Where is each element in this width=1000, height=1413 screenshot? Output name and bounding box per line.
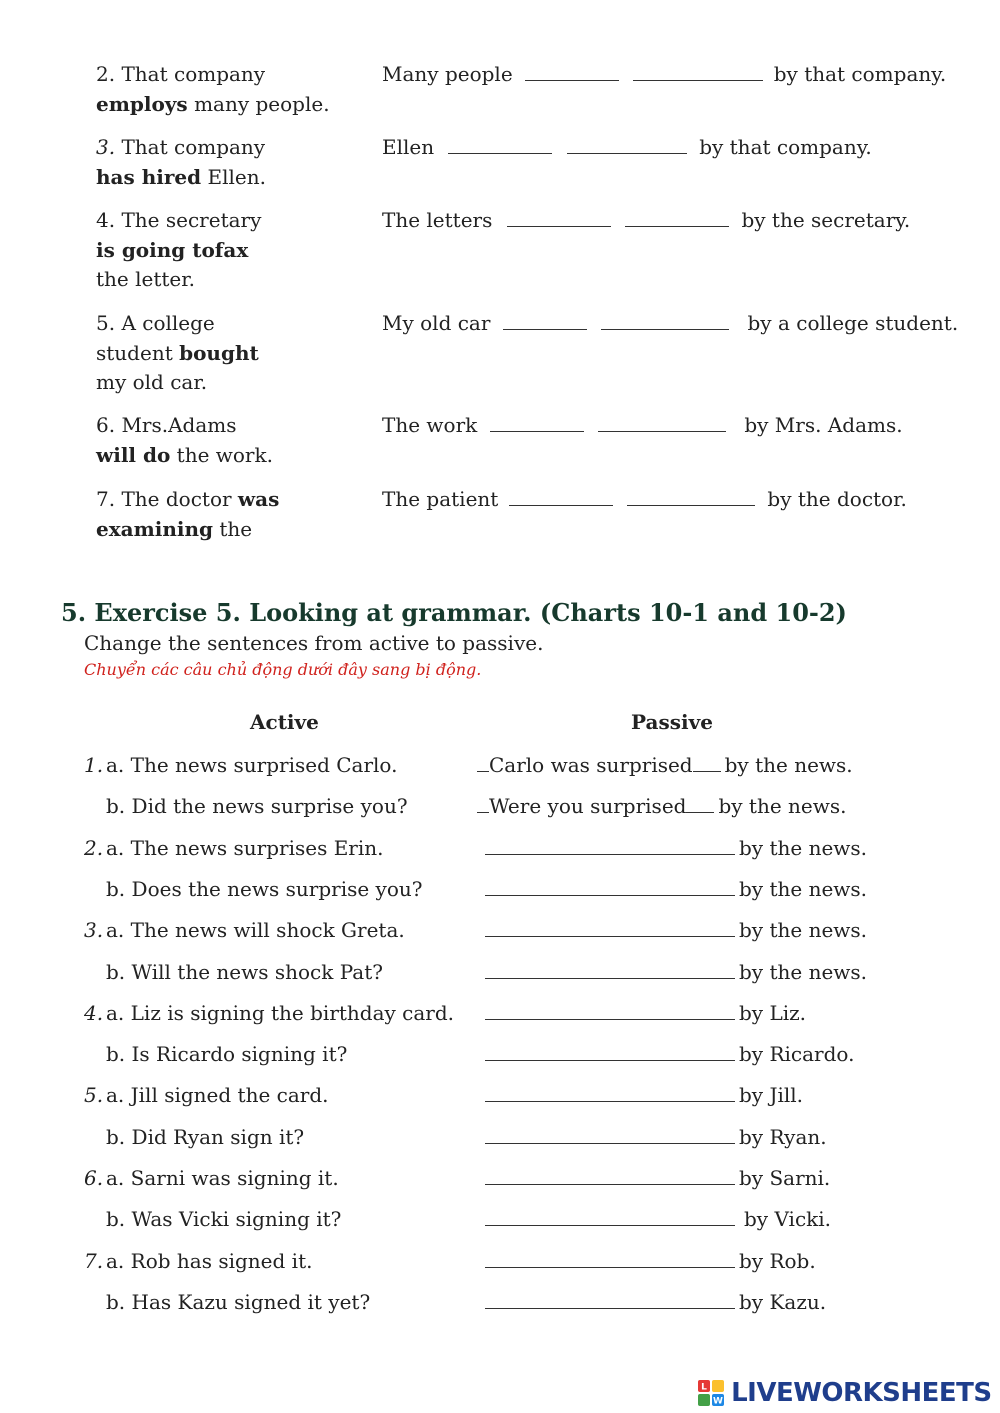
active-text: Mrs.Adams (121, 413, 237, 437)
row-letter: b. (106, 1290, 126, 1314)
passive-start: The letters (382, 208, 493, 232)
active-sentence: Jill signed the card. (130, 1083, 329, 1107)
ex5-row-14-passive (485, 1288, 826, 1318)
active-text: the work. (176, 442, 273, 467)
passive-end: by the doctor. (767, 487, 907, 511)
row-letter: b. (106, 960, 126, 984)
row-letter: a. (106, 1083, 125, 1107)
ex5-row-8-active (84, 1040, 347, 1070)
active-sentence: Did the news surprise you? (131, 794, 408, 818)
answer-blank[interactable] (485, 1207, 735, 1226)
active-verb: has hired (96, 164, 202, 189)
ex5-row-9-passive (485, 1081, 803, 1111)
answer-blank-1[interactable] (509, 487, 613, 506)
ex5-row-4-passive (485, 875, 867, 905)
answer-blank[interactable] (485, 1083, 735, 1102)
ex5-row-2-passive (477, 792, 847, 822)
ex4-item-3-passive (382, 133, 872, 163)
by-agent: by Jill. (739, 1083, 804, 1107)
answer-blank[interactable] (485, 1249, 735, 1268)
active-text: A college (121, 311, 215, 335)
ex4-item-7-active (96, 485, 279, 544)
passive-end: by Mrs. Adams. (744, 413, 903, 437)
active-text: The doctor (121, 487, 232, 511)
answer-blank[interactable] (485, 1125, 735, 1144)
answer-blank-2[interactable] (625, 208, 729, 227)
by-agent: by Kazu. (739, 1290, 827, 1314)
active-text: the (219, 516, 253, 541)
row-letter: b. (106, 794, 126, 818)
item-number: 5. (96, 311, 116, 335)
answer-blank[interactable] (485, 877, 735, 896)
answer-blank-1[interactable] (507, 208, 611, 227)
liveworksheets-brand: LIVEWORKSHEETS (731, 1378, 992, 1408)
ex5-row-1-passive (477, 751, 853, 781)
ex5-row-4-active (84, 875, 423, 905)
answer-blank-1[interactable] (490, 413, 584, 432)
answer-blank-2[interactable] (633, 62, 763, 81)
item-number: 4. (96, 208, 116, 232)
item-number: 2. (96, 62, 116, 86)
passive-start: The patient (382, 487, 499, 511)
ex5-row-10-active (84, 1123, 304, 1153)
ex5-row-13-passive (485, 1247, 816, 1277)
active-sentence: Did Ryan sign it? (131, 1125, 305, 1149)
active-verb: bought (179, 340, 259, 365)
by-agent: by the news. (724, 753, 853, 777)
ex4-item-6-passive (382, 411, 903, 441)
column-header-passive: Passive (631, 710, 713, 734)
row-letter: a. (106, 753, 125, 777)
active-sentence: Was Vicki signing it? (131, 1207, 342, 1231)
by-agent: by Liz. (739, 1001, 807, 1025)
ex5-row-9-active (84, 1081, 329, 1111)
active-sentence: The news will shock Greta. (130, 918, 405, 942)
answer-underline-trail (686, 794, 714, 813)
logo-cell-green (698, 1394, 710, 1406)
ex5-row-6-active (84, 958, 383, 988)
active-sentence: Has Kazu signed it yet? (131, 1290, 371, 1314)
exercise5-title: 5. Exercise 5. Looking at grammar. (Charts 10-1 and 10-2) (61, 598, 847, 627)
active-text: That company (121, 135, 266, 159)
passive-start: Ellen (382, 135, 435, 159)
by-agent: by the news. (718, 794, 847, 818)
ex5-row-5-active (84, 916, 405, 946)
answer-blank[interactable] (485, 1042, 735, 1061)
row-letter: b. (106, 1207, 126, 1231)
ex5-row-7-passive (485, 999, 806, 1029)
answer-blank-2[interactable] (567, 135, 687, 154)
answer-blank-2[interactable] (598, 413, 726, 432)
active-text: many people. (194, 91, 330, 116)
active-text: my old car. (96, 370, 208, 394)
row-number: 7. (84, 1249, 104, 1273)
row-letter: b. (106, 877, 126, 901)
active-verb: examining (96, 516, 214, 541)
active-text: That company (121, 62, 266, 86)
logo-cell-yellow (712, 1380, 724, 1392)
active-text: The secretary (121, 208, 262, 232)
by-agent: by Vicki. (744, 1207, 832, 1231)
answer-blank[interactable] (485, 1001, 735, 1020)
column-header-active: Active (250, 710, 319, 734)
liveworksheets-logo-icon (697, 1378, 725, 1408)
ex4-item-5-active (96, 309, 259, 398)
row-number: 1. (84, 753, 104, 777)
row-letter: a. (106, 918, 125, 942)
row-number: 6. (84, 1166, 104, 1190)
by-agent: by the news. (739, 836, 868, 860)
active-sentence: Is Ricardo signing it? (131, 1042, 348, 1066)
exercise5-instruction: Change the sentences from active to passive. (84, 631, 544, 655)
answer-text[interactable]: Carlo was surprised (489, 753, 693, 777)
passive-start: My old car (382, 311, 491, 335)
by-agent: by the news. (739, 918, 868, 942)
answer-underline-lead (477, 794, 489, 813)
row-letter: a. (106, 1249, 125, 1273)
exercise5-instruction-vi: Chuyển các câu chủ động dưới đây sang bị động. (84, 660, 482, 679)
ex5-row-3-active (84, 834, 384, 864)
ex4-item-4-passive (382, 206, 910, 236)
liveworksheets-logo (697, 1378, 992, 1410)
answer-blank-1[interactable] (503, 311, 587, 330)
answer-blank[interactable] (485, 836, 735, 855)
passive-end: by the secretary. (741, 208, 911, 232)
ex5-row-13-active (84, 1247, 312, 1277)
ex5-row-11-active (84, 1164, 339, 1194)
answer-text[interactable]: Were you surprised (489, 794, 687, 818)
ex4-item-2-active (96, 60, 330, 119)
ex4-item-4-active (96, 206, 261, 295)
answer-blank-2[interactable] (627, 487, 755, 506)
by-agent: by Sarni. (739, 1166, 831, 1190)
ex5-row-6-passive (485, 958, 867, 988)
ex5-row-10-passive (485, 1123, 827, 1153)
ex5-row-8-passive (485, 1040, 854, 1070)
active-verb: was (237, 487, 280, 511)
ex4-item-5-passive (382, 309, 958, 339)
active-sentence: Sarni was signing it. (130, 1166, 339, 1190)
logo-letter-w: W (713, 1396, 723, 1407)
logo-letter-l: L (701, 1382, 707, 1393)
passive-end: by a college student. (747, 311, 959, 335)
answer-blank-1[interactable] (448, 135, 552, 154)
row-number: 4. (84, 1001, 104, 1025)
active-text: student (96, 340, 173, 365)
active-verb: is going tofax (96, 237, 249, 262)
answer-blank[interactable] (485, 1166, 735, 1185)
row-number: 3. (84, 918, 104, 942)
passive-start: Many people (382, 62, 513, 86)
row-letter: b. (106, 1125, 126, 1149)
ex4-item-6-active (96, 411, 273, 470)
active-text: Ellen. (207, 164, 266, 189)
by-agent: by the news. (739, 877, 868, 901)
active-text: the letter. (96, 267, 195, 291)
active-verb: employs (96, 91, 188, 116)
active-sentence: Will the news shock Pat? (131, 960, 383, 984)
answer-blank-1[interactable] (525, 62, 619, 81)
ex4-item-7-passive (382, 485, 907, 515)
by-agent: by Ryan. (739, 1125, 827, 1149)
ex5-row-5-passive (485, 916, 867, 946)
passive-end: by that company. (773, 62, 947, 86)
item-number: 3. (96, 135, 116, 159)
answer-blank[interactable] (485, 1290, 735, 1309)
answer-blank[interactable] (485, 918, 735, 937)
row-letter: a. (106, 836, 125, 860)
active-sentence: Rob has signed it. (130, 1249, 313, 1273)
active-verb: will do (96, 442, 171, 467)
active-sentence: The news surprised Carlo. (130, 753, 398, 777)
row-letter: a. (106, 1001, 125, 1025)
ex5-row-11-passive (485, 1164, 830, 1194)
answer-underline-lead (477, 753, 489, 772)
by-agent: by Rob. (739, 1249, 816, 1273)
row-letter: b. (106, 1042, 126, 1066)
passive-start: The work (382, 413, 478, 437)
ex5-row-12-active (84, 1205, 341, 1235)
active-sentence: Does the news surprise you? (131, 877, 423, 901)
answer-blank-2[interactable] (601, 311, 729, 330)
answer-underline-trail (693, 753, 721, 772)
ex4-item-3-active (96, 133, 266, 192)
row-number: 2. (84, 836, 104, 860)
ex5-row-1-active (84, 751, 397, 781)
ex4-item-2-passive (382, 60, 946, 90)
by-agent: by the news. (739, 960, 868, 984)
ex5-row-2-active (84, 792, 408, 822)
ex5-row-3-passive (485, 834, 867, 864)
ex5-row-14-active (84, 1288, 370, 1318)
passive-end: by that company. (699, 135, 872, 159)
active-sentence: The news surprises Erin. (130, 836, 384, 860)
answer-blank[interactable] (485, 960, 735, 979)
by-agent: by Ricardo. (739, 1042, 855, 1066)
active-sentence: Liz is signing the birthday card. (130, 1001, 455, 1025)
row-letter: a. (106, 1166, 125, 1190)
row-number: 5. (84, 1083, 104, 1107)
item-number: 6. (96, 413, 116, 437)
item-number: 7. (96, 487, 116, 511)
ex5-row-7-active (84, 999, 454, 1029)
ex5-row-12-passive (485, 1205, 831, 1235)
